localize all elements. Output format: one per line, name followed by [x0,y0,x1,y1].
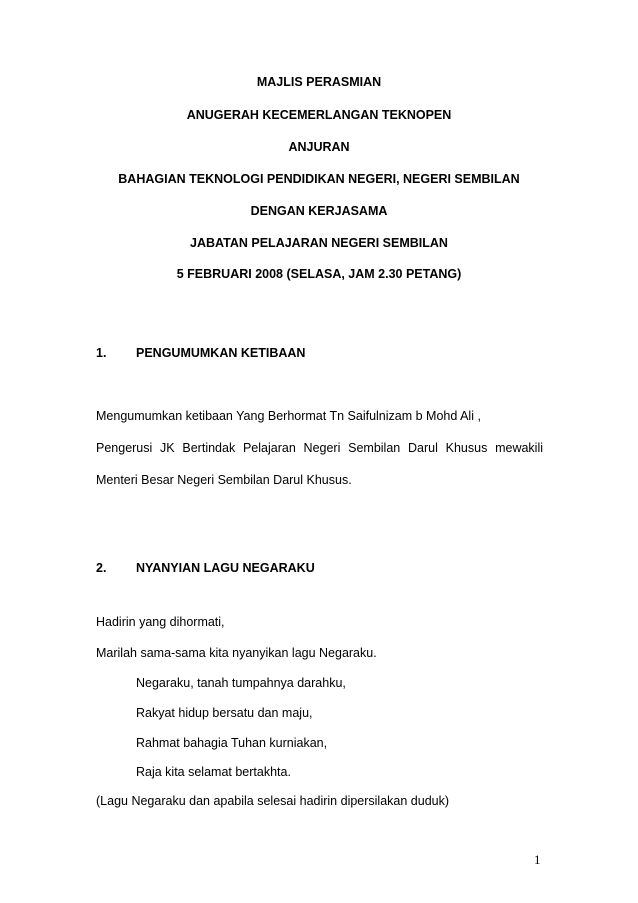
section-2-greeting: Hadirin yang dihormati, [96,615,225,629]
section-2-invitation: Marilah sama-sama kita nyanyikan lagu Negaraku. [96,646,377,660]
section-2-title: NYANYIAN LAGU NEGARAKU [136,561,315,575]
anthem-line-1: Negaraku, tanah tumpahnya darahku, [136,676,346,690]
header-line-award: ANUGERAH KECEMERLANGAN TEKNOPEN [186,108,452,122]
section-1-title: PENGUMUMKAN KETIBAAN [136,346,306,360]
section-1-number: 1. [96,346,107,360]
section-2-number: 2. [96,561,107,575]
section-2-note: (Lagu Negaraku dan apabila selesai hadirin dipersilakan duduk) [96,794,450,808]
section-2-heading [96,560,315,576]
header-line-organized-by: ANJURAN [288,140,350,154]
anthem-line-4: Raja kita selamat bertakhta. [136,765,291,779]
anthem-line-2: Rakyat hidup bersatu dan maju, [136,706,313,720]
section-1-line-1: Mengumumkan ketibaan Yang Berhormat Tn Saifulnizam b Mohd Ali , [96,409,481,423]
anthem-line-3: Rahmat bahagia Tuhan kurniakan, [136,736,328,750]
section-1-line-3: Menteri Besar Negeri Sembilan Darul Khusus. [96,473,352,487]
header-line-in-collaboration: DENGAN KERJASAMA [250,204,388,218]
page-number: 1 [534,852,541,867]
header-line-collaborator: JABATAN PELAJARAN NEGERI SEMBILAN [190,236,448,250]
header-line-event: MAJLIS PERASMIAN [256,75,382,89]
header-line-organizer: BAHAGIAN TEKNOLOGI PENDIDIKAN NEGERI, NEGERI SEMBILAN [118,172,520,186]
section-1-line-2: Pengerusi JK Bertindak Pelajaran Negeri Sembilan Darul Khusus mewakili [96,441,543,455]
section-1-heading [96,345,305,361]
header-line-date: 5 FEBRUARI 2008 (SELASA, JAM 2.30 PETANG) [176,267,462,281]
